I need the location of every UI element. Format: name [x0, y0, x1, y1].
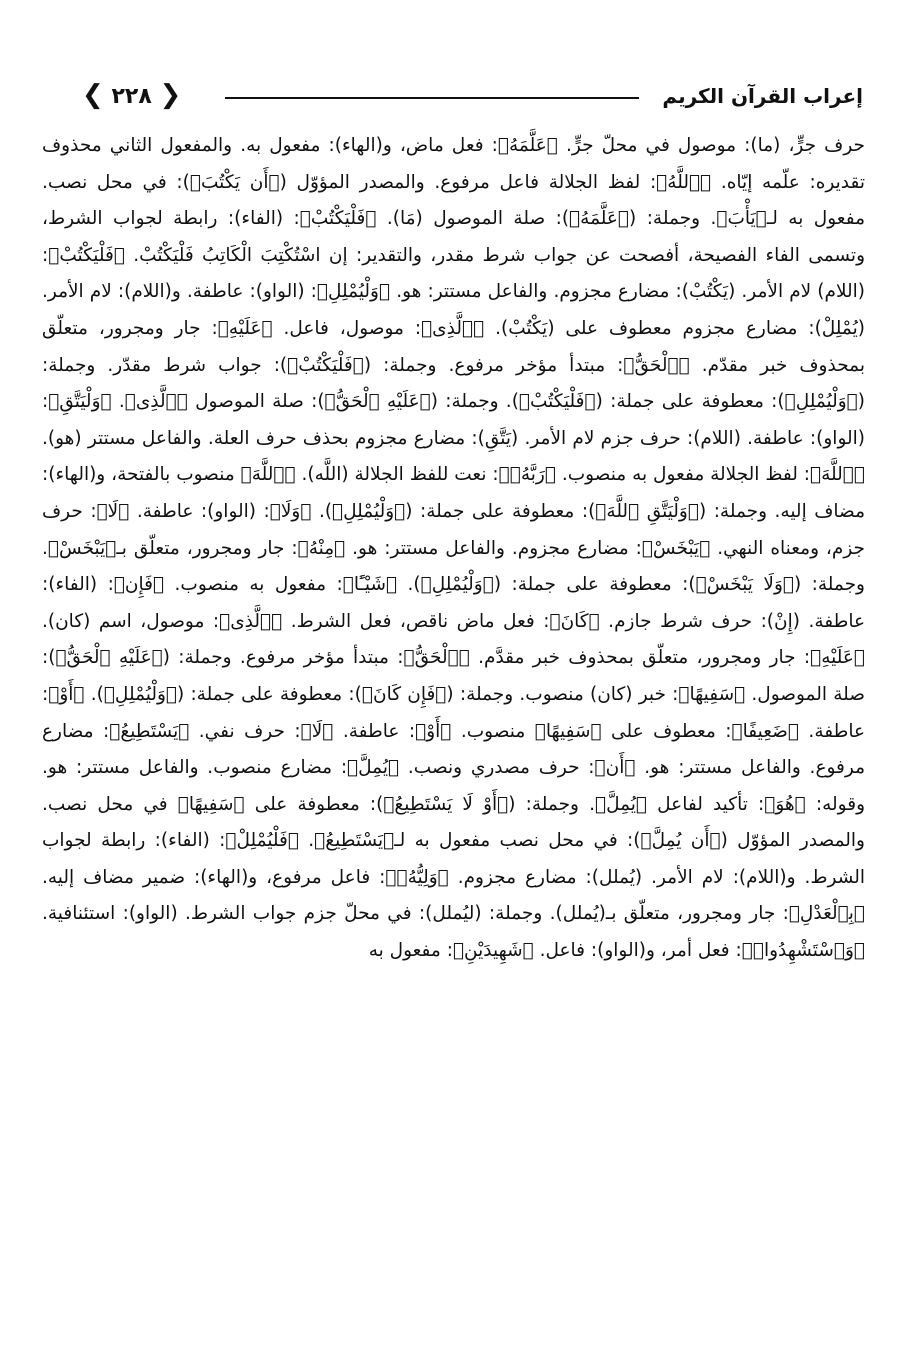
- page-header: [40, 72, 867, 122]
- header-rule: [225, 97, 639, 99]
- left-bracket-icon: ❮: [159, 80, 182, 110]
- right-bracket-icon: ❯: [82, 80, 104, 110]
- book-title: إعراب القرآن الكريم: [662, 84, 863, 108]
- body-text: حرف جرٍّ، (ما): موصول في محلّ جرٍّ. ﴿عَلَّمَهُ﴾: فعل ماض، و(الهاء): مفعول به. والمفعول الثاني محذوف تقديره: علّمه إيّاه. ﴿ٱللَّهُ﴾: لفظ الجلالة فاعل مرفوع. والمصدر المؤوّل (﴿أَن يَكْتُبَ﴾): في محل نصب. مفعول به لـ﴿يَأْبَ﴾. وجملة: (﴿عَلَّمَهُ﴾): صلة الموصول (مَا). ﴿فَلْيَكْتُبْ﴾: (الفاء): رابطة لجواب الشرط، وتسمى الفاء الفصيحة، أفصحت عن جواب شرط مقدر، والتقدير: إن اسْتُكْتِبَ الْكَاتِبُ فَلْيَكْتُبْ. ﴿فَلْيَكْتُبْ﴾: (اللام) لام الأمر. (يَكْتُبْ): مضارع مجزوم. والفاعل مستتر: هو. ﴿وَلْيُمْلِلِ﴾: (الواو): عاطفة. و(اللام): لام الأمر. (يُمْلِلْ): مضارع مجزوم معطوف على (يَكْتُبْ). ﴿ٱلَّذِى﴾: موصول، فاعل. ﴿عَلَيْهِ﴾: جار ومجرور، متعلّق بمحذوف خبر مقدّم. ﴿ٱلْحَقُّ﴾: مبتدأ مؤخر مرفوع. وجملة: (﴿فَلْيَكْتُبْ﴾): جواب شرط مقدّر. وجملة: (﴿وَلْيُمْلِلِ﴾): معطوفة على جملة: (﴿فَلْيَكْتُبْ﴾). وجملة: (﴿عَلَيْهِ ٱلْحَقُّ﴾): صلة الموصول ﴿ٱلَّذِى﴾. ﴿وَلْيَتَّقِ﴾: (الواو): عاطفة. (اللام): حرف جزم لام الأمر. (يَتَّقِ): مضارع مجزوم بحذف حرف العلة. والفاعل مستتر (هو). ﴿ٱللَّهَ﴾: لفظ الجلالة مفعول به منصوب. ﴿رَبَّهُۥ﴾: نعت للفظ الجلالة (اللَّه). ﴿ٱللَّهَ﴾ منصوب بالفتحة، و(الهاء): مضاف إليه. وجملة: (﴿وَلْيَتَّقِ ٱللَّهَ﴾): معطوفة على جملة: (﴿وَلْيُمْلِلِ﴾). ﴿وَلَا﴾: (الواو): عاطفة. ﴿لَا﴾: حرف جزم، ومعناه النهي. ﴿يَبْخَسْ﴾: مضارع مجزوم. والفاعل مستتر: هو. ﴿مِنْهُ﴾: جار ومجرور، متعلّق بـ﴿يَبْخَسْ﴾. وجملة: (﴿وَلَا يَبْخَسْ﴾): معطوفة على جملة: (﴿وَلْيُمْلِلِ﴾). ﴿شَيْـًٔا﴾: مفعول به منصوب. ﴿فَإِن﴾: (الفاء): عاطفة. (إِنْ): حرف شرط جازم. ﴿كَانَ﴾: فعل ماض ناقص، فعل الشرط. ﴿ٱلَّذِى﴾: موصول، اسم (كان). ﴿عَلَيْهِ﴾: جار ومجرور، متعلّق بمحذوف خبر مقدَّم. ﴿ٱلْحَقُّ﴾: مبتدأ مؤخر مرفوع. وجملة: (﴿عَلَيْهِ ٱلْحَقُّ﴾): صلة الموصول. ﴿سَفِيهًا﴾: خبر (كان) منصوب. وجملة: (﴿فَإِن كَانَ﴾): معطوفة على جملة: (﴿وَلْيُمْلِلِ﴾). ﴿أَوْ﴾: عاطفة. ﴿ضَعِيفًا﴾: معطوف على ﴿سَفِيهًا﴾ منصوب. ﴿أَوْ﴾: عاطفة. ﴿لَا﴾: حرف نفي. ﴿يَسْتَطِيعُ﴾: مضارع مرفوع. والفاعل مستتر: هو. ﴿أَن﴾: حرف مصدري ونصب. ﴿يُمِلَّ﴾: مضارع منصوب. والفاعل مستتر: هو. وقوله: ﴿هُوَ﴾: تأكيد لفاعل ﴿يُمِلَّ﴾. وجملة: (﴿أَوْ لَا يَسْتَطِيعُ﴾): معطوفة على ﴿سَفِيهًا﴾ في محل نصب. والمصدر المؤوّل (﴿أَن يُمِلَّ﴾): في محل نصب مفعول به لـ﴿يَسْتَطِيعُ﴾. ﴿فَلْيُمْلِلْ﴾: (الفاء): رابطة لجواب الشرط. و(اللام): لام الأمر. (يُملل): مضارع مجزوم. ﴿وَلِيُّهُۥ﴾: فاعل مرفوع، و(الهاء): ضمير مضاف إليه. ﴿بِٱلْعَدْلِ﴾: جار ومجرور، متعلّق بـ(يُملل). وجملة: (ليُملل): في محلّ جزم جواب الشرط. (الواو): استئنافية. ﴿وَٱسْتَشْهِدُوا۟﴾: فعل أمر، و(الواو): فاعل. ﴿شَهِيدَيْنِ﴾: مفعول به: [42, 135, 865, 962]
- page-number: ٢٢٨: [111, 84, 152, 109]
- page-number-badge: [68, 78, 195, 112]
